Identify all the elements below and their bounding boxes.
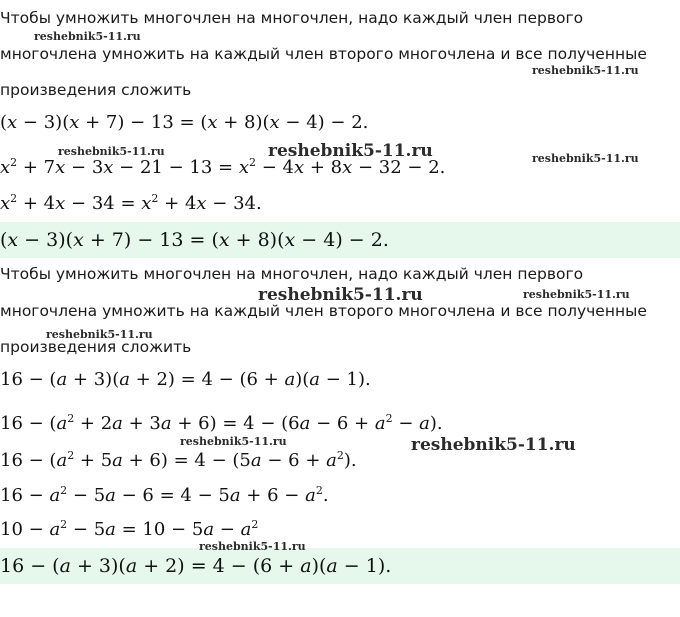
- equation-step: $16 - (a^2 + 2a + 3a + 6) = 4 - (6a - 6 + a^2 - a)$.: [0, 412, 443, 434]
- answer-equation: (x − 3)(x + 7) − 13 = (x + 8)(x − 4) − 2.: [0, 229, 389, 251]
- watermark: reshebnik5-11.ru: [199, 540, 306, 553]
- watermark: reshebnik5-11.ru: [258, 285, 423, 305]
- watermark: reshebnik5-11.ru: [532, 64, 639, 77]
- watermark: reshebnik5-11.ru: [46, 328, 153, 341]
- watermark: reshebnik5-11.ru: [58, 145, 165, 158]
- watermark: reshebnik5-11.ru: [34, 30, 141, 43]
- rule-text-line: многочлена умножить на каждый член второго многочлена и все полученные: [0, 45, 647, 63]
- equation-step: 16 − (a + 3)(a + 2) = 4 − (6 + a)(a − 1).: [0, 369, 371, 390]
- equation-step: $10 - a^2 - 5a = 10 - 5a - a^2$: [0, 518, 259, 540]
- watermark: reshebnik5-11.ru: [411, 435, 576, 455]
- rule-text-line: произведения сложить: [0, 338, 192, 356]
- rule-text-line: Чтобы умножить многочлен на многочлен, надо каждый член первого: [0, 9, 584, 27]
- equation-step: (x − 3)(x + 7) − 13 = (x + 8)(x − 4) − 2.: [0, 112, 369, 133]
- equation-step: $16 - (a^2 + 5a + 6) = 4 - (5a - 6 + a^2)$.: [0, 449, 357, 471]
- watermark: reshebnik5-11.ru: [523, 288, 630, 301]
- watermark: reshebnik5-11.ru: [180, 435, 287, 448]
- watermark: reshebnik5-11.ru: [532, 152, 639, 165]
- answer-equation: 16 − (a + 3)(a + 2) = 4 − (6 + a)(a − 1).: [0, 555, 392, 577]
- watermark: reshebnik5-11.ru: [268, 141, 433, 161]
- equation-step: $x^2 + 7x - 3x - 21 - 13 = x^2 - 4x + 8x - 32 - 2$.: [0, 156, 446, 178]
- rule-text-line: многочлена умножить на каждый член второго многочлена и все полученные: [0, 302, 647, 320]
- equation-step: $16 - a^2 - 5a - 6 = 4 - 5a + 6 - a^2$.: [0, 484, 329, 506]
- rule-text-line: произведения сложить: [0, 81, 192, 99]
- rule-text-line: Чтобы умножить многочлен на многочлен, надо каждый член первого: [0, 265, 584, 283]
- equation-step: $x^2 + 4x - 34 = x^2 + 4x - 34$.: [0, 192, 262, 214]
